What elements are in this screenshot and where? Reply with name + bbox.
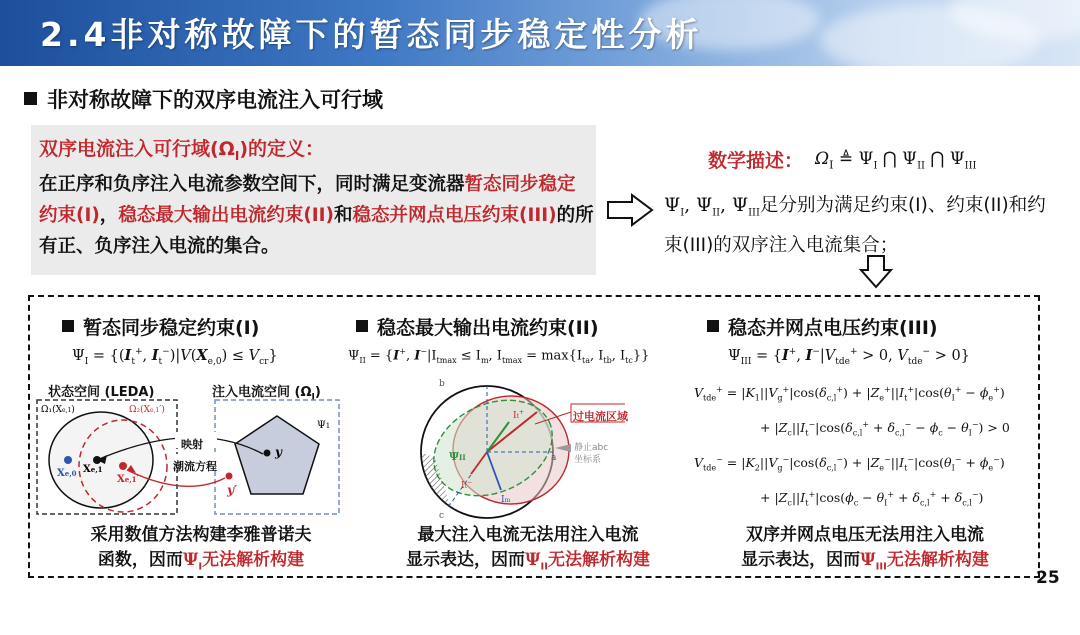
label-frame-2: 坐标系 bbox=[574, 455, 602, 465]
bullet-square-icon bbox=[356, 320, 368, 332]
svg-text:y: y bbox=[275, 445, 282, 459]
bullet-square-icon bbox=[707, 320, 719, 332]
math-formula: $\Omega_I$ ≜ $\Psi_I$ ⋂ $\Psi_{II}$ ⋂ $\Psi_{III}$ bbox=[815, 149, 977, 172]
formula-psi-1: $\Psi_I = \{(I_t^+$, $I_t^-)|V(X_{e,0}) \le V_{cr}$} bbox=[72, 347, 278, 367]
svg-text:It−: It− bbox=[461, 479, 473, 491]
svg-text:y′: y′ bbox=[227, 483, 238, 497]
svg-text:ΨII: ΨII bbox=[449, 450, 466, 463]
svg-text:a: a bbox=[551, 453, 557, 463]
svg-text:Ω₁(Xe,1): Ω₁(Xe,1) bbox=[41, 405, 75, 415]
equation-vtde-minus-2: + $|Z_c||I_t^+|\cos(\phi_c - \theta_I^+ + \delta_{c,l}^+ + \delta_{c,l}^-)$ bbox=[760, 490, 984, 508]
column-title-transient: 暂态同步稳定约束(I) bbox=[62, 313, 259, 340]
page-number: 25 bbox=[1036, 568, 1060, 588]
bullet-square-icon bbox=[62, 320, 74, 332]
label-mapping: 映射 bbox=[181, 438, 203, 451]
right-arrow-icon bbox=[606, 193, 654, 227]
svg-text:c: c bbox=[439, 511, 445, 520]
caption-transient: 采用数值方法构建李雅普诺夫 函数，因而$\Psi_I$无法解析构建 bbox=[90, 525, 312, 573]
svg-text:Ψ1: Ψ1 bbox=[317, 420, 331, 431]
svg-text:Xe,1: Xe,1 bbox=[83, 464, 103, 475]
definition-box bbox=[31, 125, 596, 275]
svg-text:It+: It+ bbox=[513, 409, 525, 421]
math-description-text: $\Psi_I$, $\Psi_{II}$, $\Psi_{III}$足分别为满足约束(I)、约束(II)和约束(III)的双序注入电流集合； bbox=[664, 195, 1046, 256]
section-heading bbox=[24, 84, 383, 114]
formula-psi-3: $\Psi_{III} = \{I^+$, $I^-|V_{tde}^+ > 0$, $V_{tde}^- > 0$} bbox=[728, 347, 970, 367]
label-overcurrent-region: 过电流区域 bbox=[573, 410, 628, 423]
svg-text:Im: Im bbox=[501, 495, 511, 505]
caption-current: 最大注入电流无法用注入电流 显示表达，因而$\Psi_{II}$无法解析构建 bbox=[406, 525, 650, 573]
label-inject-space: 注入电流空间 $(\Omega_I)$ bbox=[212, 385, 321, 403]
section-heading-text: 非对称故障下的双序电流注入可行域 bbox=[47, 88, 383, 112]
definition-body: 在正序和负序注入电流参数空间下，同时满足变流器暂态同步稳定约束(I)，稳态最大输出电流约束(II)和稳态并网点电压约束(III)的所有正、负序注入电流的集合。 bbox=[39, 174, 594, 257]
equation-vtde-minus-1: $V_{tde}^- = |K_2||V_g^-|\cos(\delta_{c,l}^-) + |Z_e^-||I_t^-|\cos(\theta_I^- + \phi_e^-)$ bbox=[694, 455, 1005, 473]
column-title-current: 稳态最大输出电流约束(II) bbox=[356, 313, 599, 340]
formula-psi-2: $\Psi_{II} = \{I^+$, $I^-|I_{tmax} \le I_m$, $I_{tmax} = \max\{I_{ta}$, $I_{tb}$, $I_{tc}$}} bbox=[348, 347, 650, 365]
label-state-space: 状态空间 (LEDA) bbox=[48, 385, 155, 400]
label-power-flow: 潮流方程 bbox=[173, 460, 217, 473]
equation-vtde-plus-1: $V_{tde}^+ = |K_1||V_g^+|\cos(\delta_{c,l}^+) + |Z_e^+||I_t^+|\cos(\theta_I^+ - \phi_e^+)$ bbox=[694, 385, 1005, 403]
svg-text:Xe,0: Xe,0 bbox=[57, 468, 77, 479]
svg-text:Xe,1′: Xe,1′ bbox=[117, 474, 140, 485]
definition-title: 双序电流注入可行域$(\Omega_I)$的定义： bbox=[39, 138, 324, 163]
bullet-square-icon bbox=[24, 92, 37, 105]
equation-vtde-plus-2: + $|Z_c||I_t^-|\cos(\delta_{c,l}^+ + \delta_{c,l}^- - \phi_c - \theta_I^-) > 0$ bbox=[760, 420, 1010, 438]
label-frame-1: 静止abc bbox=[574, 443, 609, 453]
caption-voltage: 双序并网点电压无法用注入电流 显示表达，因而$\Psi_{III}$无法解析构建 bbox=[741, 525, 989, 573]
column-title-voltage: 稳态并网点电压约束(III) bbox=[707, 313, 938, 340]
header-banner bbox=[0, 0, 1080, 66]
math-description-label: 数学描述： bbox=[708, 150, 804, 172]
page-title: 2.4非对称故障下的暂态同步稳定性分析 bbox=[40, 15, 703, 54]
svg-text:b: b bbox=[439, 379, 445, 389]
svg-text:Ω₂(Xe,1′): Ω₂(Xe,1′) bbox=[129, 405, 165, 415]
down-arrow-icon bbox=[858, 254, 894, 290]
